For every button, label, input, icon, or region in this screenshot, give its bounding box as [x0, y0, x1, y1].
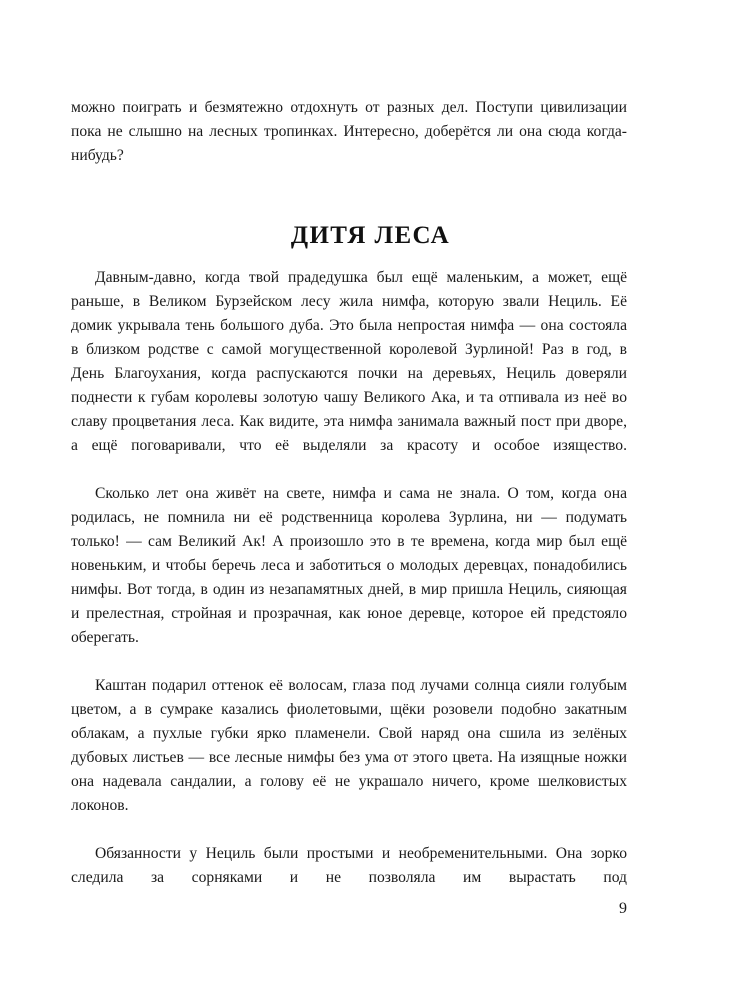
continuation-paragraph: можно поиграть и безмятежно отдохнуть от разных дел. Поступи цивилизации пока не слышно на лесных тропинках. Интересно, доберётся ли она сюда когда-нибудь?	[71, 99, 627, 164]
body-paragraph: Каштан подарил оттенок её волосам, глаза под лучами солнца сияли голубым цветом, а в сумраке казались фиолетовыми, щёки розовели подобно закатным облакам, а пухлые губки ярко пламенели. Свой наряд она сшила из зелёных дубовых листьев — все лесные нимфы без ума от этого цвета. На изящные ножки она надевала сандалии, а голову её не украшало ничего, кроме шелковистых локонов.	[71, 677, 627, 814]
chapter-body	[71, 266, 627, 914]
continuation-text-block	[71, 96, 627, 192]
page-number: 9	[619, 900, 627, 917]
body-paragraph: Сколько лет она живёт на свете, нимфа и сама не знала. О том, когда она родилась, не помнила ни её родственница королева Зурлина, ни — подумать только! — сам Великий Ак! А произошло это в те времена, когда мир был ещё новеньким, и чтобы беречь леса и заботиться о молодых деревцах, понадобились нимфы. Вот тогда, в один из незапамятных дней, в мир пришла Нециль, сияющая и прелестная, стройная и прозрачная, как юное деревце, которое ей предстояло оберегать.	[71, 485, 627, 646]
chapter-title: ДИТЯ ЛЕСА	[290, 222, 451, 249]
body-paragraph: Обязанности у Нециль были простыми и необременительными. Она зорко следила за сорняками и не позволяла им вырастать под	[71, 845, 627, 886]
body-paragraph: Давным-давно, когда твой прадедушка был ещё маленьким, а может, ещё раньше, в Великом Бурзейском лесу жила нимфа, которую звали Нециль. Её домик укрывала тень большого дуба. Это была непростая нимфа — она состояла в близком родстве с самой могущественной королевой Зурлиной! Раз в год, в День Благоухания, когда распускаются почки на деревьях, Нециль доверяли поднести к губам королевы золотую чашу Великого Ака, и та отпивала из неё во славу процветания леса. Как видите, эта нимфа занимала важный пост при дворе, а ещё поговаривали, что её выделяли за красоту и особое изящество.	[71, 269, 627, 454]
